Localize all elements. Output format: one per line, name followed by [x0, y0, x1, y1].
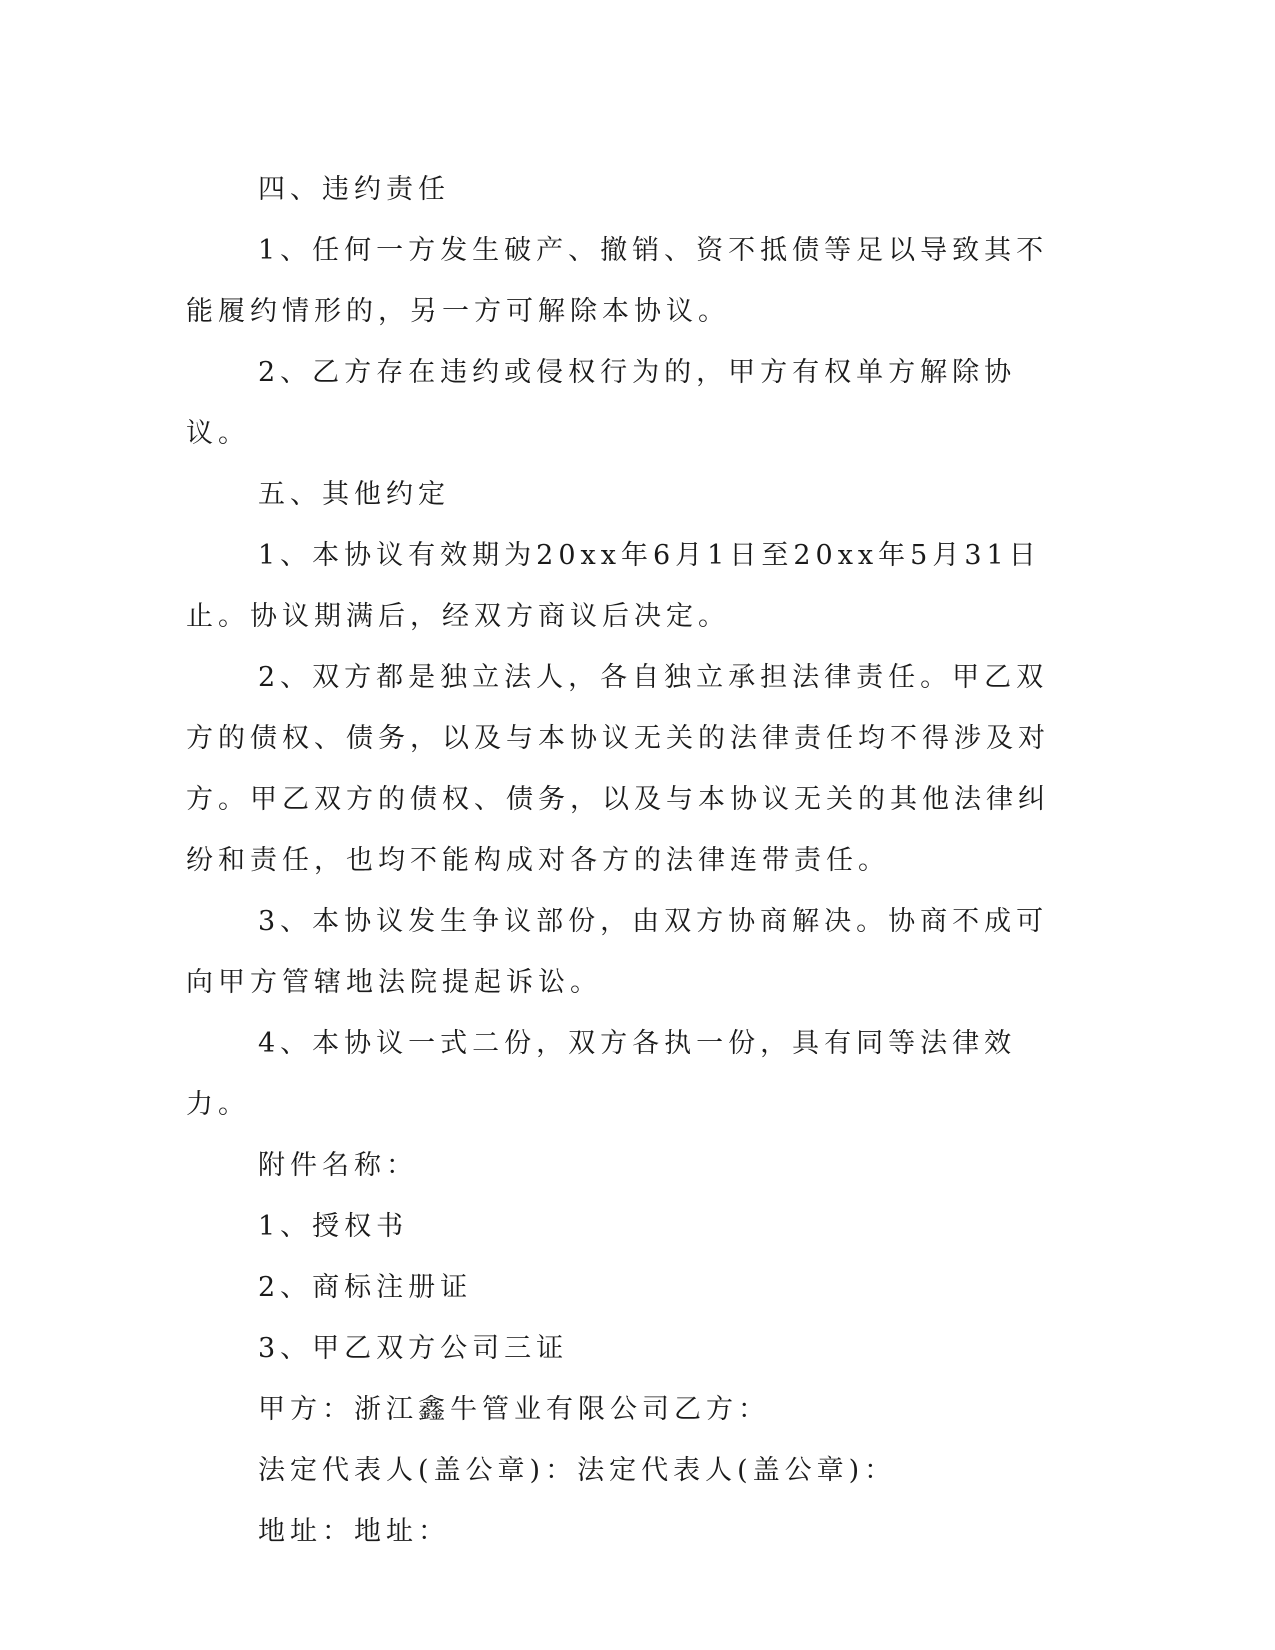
document-page: [186, 159, 1054, 1562]
section-heading-other: 五、其他约定: [258, 479, 450, 510]
paragraph-other-4: 4、本协议一式二份，双方各执一份，具有同等法律效力。: [186, 1028, 1017, 1120]
party-line: 甲方：浙江鑫牛管业有限公司乙方：: [258, 1394, 770, 1425]
attachment-item: 3、甲乙双方公司三证: [258, 1333, 569, 1364]
paragraph-other-2: 2、双方都是独立法人，各自独立承担法律责任。甲乙双方的债权、债务，以及与本协议无关的法律责任均不得涉及对方。甲乙双方的债权、债务，以及与本协议无关的其他法律纠纷和责任，也均不能构成对各方的法律连带责任。: [186, 662, 1050, 876]
attachment-item: 1、授权书: [258, 1211, 409, 1242]
attachment-item: 2、商标注册证: [258, 1272, 473, 1303]
representative-line: 法定代表人(盖公章)：法定代表人(盖公章)：: [258, 1455, 897, 1486]
attachments-heading: 附件名称：: [258, 1150, 418, 1181]
paragraph-breach-2: 2、乙方存在违约或侵权行为的，甲方有权单方解除协议。: [186, 357, 1017, 449]
paragraph-other-3: 3、本协议发生争议部份，由双方协商解决。协商不成可向甲方管辖地法院提起诉讼。: [186, 906, 1049, 998]
address-line: 地址：地址：: [258, 1516, 450, 1547]
paragraph-breach-1: 1、任何一方发生破产、撤销、资不抵债等足以导致其不能履约情形的，另一方可解除本协议。: [186, 235, 1049, 327]
section-heading-breach: 四、违约责任: [258, 174, 450, 205]
paragraph-other-1: 1、本协议有效期为20xx年6月1日至20xx年5月31日止。协议期满后，经双方商议后决定。: [186, 540, 1041, 632]
